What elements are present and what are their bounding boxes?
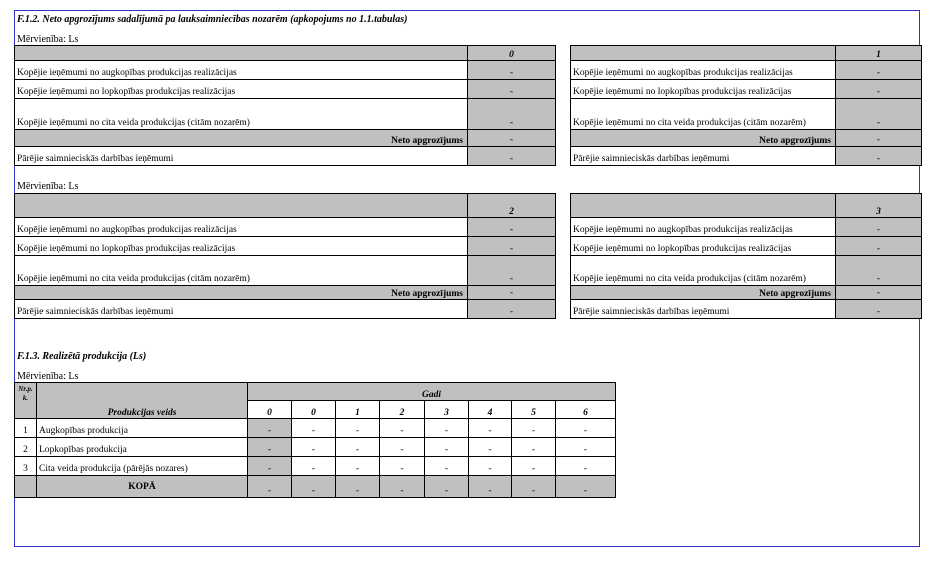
value-cell: - bbox=[336, 438, 380, 457]
year-header: 2 bbox=[468, 194, 556, 218]
row-label: Pārējie saimnieciskās darbības ieņēmumi bbox=[571, 147, 836, 166]
row-value: - bbox=[468, 237, 556, 256]
row-label: Kopējie ieņēmumi no lopkopības produkcijas realizācijas bbox=[571, 80, 836, 99]
row-label: Kopējie ieņēmumi no lopkopības produkcijas realizācijas bbox=[15, 237, 468, 256]
row-value: - bbox=[836, 237, 922, 256]
value-cell: - bbox=[469, 438, 512, 457]
year-header: 1 bbox=[836, 46, 922, 61]
neto-label: Neto apgrozījums bbox=[571, 130, 836, 147]
year-cell: 4 bbox=[469, 401, 512, 419]
row-value: - bbox=[836, 256, 922, 286]
total-value: - bbox=[425, 476, 469, 498]
value-cell: - bbox=[425, 419, 469, 438]
value-cell: - bbox=[248, 457, 292, 476]
value-cell: - bbox=[469, 419, 512, 438]
row-value: - bbox=[836, 147, 922, 166]
total-value: - bbox=[248, 476, 292, 498]
row-value: - bbox=[836, 99, 922, 130]
neto-label: Neto apgrozījums bbox=[571, 286, 836, 300]
year-cell: 3 bbox=[425, 401, 469, 419]
row-label: Kopējie ieņēmumi no cita veida produkcijas (citām nozarēm) bbox=[571, 99, 836, 130]
value-cell: - bbox=[512, 419, 556, 438]
year-cell: 0 bbox=[292, 401, 336, 419]
section-title-f13: F.1.3. Realizētā produkcija (Ls) bbox=[17, 351, 147, 362]
row-label: Pārējie saimnieciskās darbības ieņēmumi bbox=[15, 147, 468, 166]
total-label: KOPĀ bbox=[37, 476, 248, 498]
product-name: Cita veida produkcija (pārējās nozares) bbox=[37, 457, 248, 476]
table-header-blank bbox=[15, 46, 468, 61]
value-cell: - bbox=[512, 457, 556, 476]
year-cell: 0 bbox=[248, 401, 292, 419]
year-cell: 2 bbox=[380, 401, 425, 419]
value-cell: - bbox=[512, 438, 556, 457]
unit-label-3: Mērvienība: Ls bbox=[17, 371, 79, 382]
revenue-table-year-3 bbox=[570, 193, 922, 319]
value-cell: - bbox=[292, 419, 336, 438]
years-header: Gadi bbox=[248, 383, 616, 401]
total-value: - bbox=[292, 476, 336, 498]
value-cell: - bbox=[425, 438, 469, 457]
row-value: - bbox=[468, 61, 556, 80]
value-cell: - bbox=[248, 438, 292, 457]
neto-value: - bbox=[836, 286, 922, 300]
value-cell: - bbox=[556, 457, 616, 476]
revenue-table-year-0 bbox=[14, 45, 556, 166]
row-label: Kopējie ieņēmumi no augkopības produkcijas realizācijas bbox=[571, 61, 836, 80]
year-cell: 1 bbox=[336, 401, 380, 419]
table-header-blank bbox=[571, 194, 836, 218]
row-number: 3 bbox=[15, 457, 37, 476]
value-cell: - bbox=[292, 438, 336, 457]
table-row bbox=[15, 438, 616, 457]
total-value: - bbox=[469, 476, 512, 498]
row-number: 2 bbox=[15, 438, 37, 457]
year-cell: 6 bbox=[556, 401, 616, 419]
value-cell: - bbox=[336, 419, 380, 438]
value-cell: - bbox=[556, 419, 616, 438]
unit-label-2: Mērvienība: Ls bbox=[17, 181, 79, 192]
total-row bbox=[15, 476, 616, 498]
row-value: - bbox=[836, 300, 922, 319]
value-cell: - bbox=[469, 457, 512, 476]
row-label: Pārējie saimnieciskās darbības ieņēmumi bbox=[15, 300, 468, 319]
section-title-f12: F.1.2. Neto apgrozījums sadalījumā pa lauksaimniecības nozarēm (apkopojums no 1.1.tabulas) bbox=[17, 14, 408, 25]
row-label: Kopējie ieņēmumi no lopkopības produkcijas realizācijas bbox=[15, 80, 468, 99]
product-name: Lopkopības produkcija bbox=[37, 438, 248, 457]
product-type-header: Produkcijas veids bbox=[37, 383, 248, 419]
product-name: Augkopības produkcija bbox=[37, 419, 248, 438]
neto-value: - bbox=[836, 130, 922, 147]
value-cell: - bbox=[380, 438, 425, 457]
row-value: - bbox=[468, 256, 556, 286]
row-label: Kopējie ieņēmumi no augkopības produkcijas realizācijas bbox=[15, 218, 468, 237]
value-cell: - bbox=[292, 457, 336, 476]
row-label: Kopējie ieņēmumi no augkopības produkcijas realizācijas bbox=[571, 218, 836, 237]
row-label: Kopējie ieņēmumi no cita veida produkcijas (citām nozarēm) bbox=[15, 256, 468, 286]
row-label: Kopējie ieņēmumi no cita veida produkcijas (citām nozarēm) bbox=[15, 99, 468, 130]
row-label: Kopējie ieņēmumi no cita veida produkcijas (citām nozarēm) bbox=[571, 256, 836, 286]
value-cell: - bbox=[425, 457, 469, 476]
row-value: - bbox=[836, 218, 922, 237]
unit-label: Mērvienība: Ls bbox=[17, 34, 79, 45]
value-cell: - bbox=[380, 457, 425, 476]
row-label: Pārējie saimnieciskās darbības ieņēmumi bbox=[571, 300, 836, 319]
row-value: - bbox=[468, 99, 556, 130]
value-cell: - bbox=[336, 457, 380, 476]
value-cell: - bbox=[380, 419, 425, 438]
total-value: - bbox=[380, 476, 425, 498]
production-table bbox=[14, 382, 616, 498]
year-header: 3 bbox=[836, 194, 922, 218]
neto-label: Neto apgrozījums bbox=[15, 286, 468, 300]
row-label: Kopējie ieņēmumi no augkopības produkcijas realizācijas bbox=[15, 61, 468, 80]
neto-value: - bbox=[468, 130, 556, 147]
row-value: - bbox=[468, 218, 556, 237]
row-value: - bbox=[468, 300, 556, 319]
revenue-table-year-1 bbox=[570, 45, 922, 166]
table-row bbox=[15, 419, 616, 438]
table-header-blank bbox=[571, 46, 836, 61]
table-row bbox=[15, 457, 616, 476]
row-value: - bbox=[468, 80, 556, 99]
neto-label: Neto apgrozījums bbox=[15, 130, 468, 147]
row-label: Kopējie ieņēmumi no lopkopības produkcijas realizācijas bbox=[571, 237, 836, 256]
nr-header: Nr.p. k. bbox=[15, 383, 37, 419]
total-blank bbox=[15, 476, 37, 498]
total-value: - bbox=[512, 476, 556, 498]
row-value: - bbox=[468, 147, 556, 166]
row-value: - bbox=[836, 80, 922, 99]
row-value: - bbox=[836, 61, 922, 80]
value-cell: - bbox=[556, 438, 616, 457]
revenue-table-year-2 bbox=[14, 193, 556, 319]
row-number: 1 bbox=[15, 419, 37, 438]
table-header-blank bbox=[15, 194, 468, 218]
total-value: - bbox=[336, 476, 380, 498]
value-cell: - bbox=[248, 419, 292, 438]
year-cell: 5 bbox=[512, 401, 556, 419]
year-header: 0 bbox=[468, 46, 556, 61]
total-value: - bbox=[556, 476, 616, 498]
neto-value: - bbox=[468, 286, 556, 300]
